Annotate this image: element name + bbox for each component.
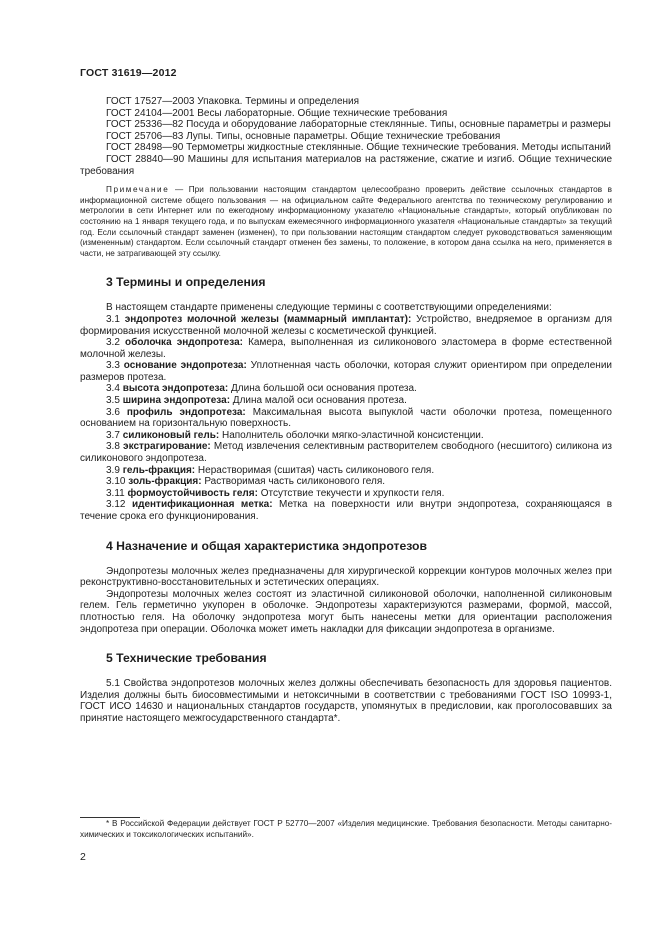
note-label: Примечание (106, 185, 170, 195)
note-text: — При пользовании настоящим стандартом целесообразно проверить действие ссылочных стандартов в информационной системе общего пользования — на официальном сайте Федерального агентства по техническому регулированию и метрологии в сети Интернет или по ежегодному информационному указателю «Национальные стандарты», который опубликован по состоянию на 1 января текущего года, и по выпускам ежемесячного информационного указателя «Национальные стандарты» за текущий год. Если ссылочный стандарт заменен (изменен), то при пользовании настоящим стандартом следует руководствоваться заменяющим (измененным) стандартом. Если ссылочный стандарт отменен без замены, то положение, в котором дана ссылка на него, применяется в части, не затрагивающей эту ссылку. (80, 185, 612, 258)
term-item (80, 360, 612, 383)
term-name: высота эндопротеза: (122, 383, 229, 395)
section-3-body (80, 302, 612, 522)
document-header: ГОСТ 31619—2012 (80, 67, 177, 79)
term-item (80, 441, 612, 464)
term-definition: Наполнитель оболочки мягко-эластичной консистенции. (219, 429, 484, 441)
section-5-title: 5 Технические требования (106, 651, 267, 666)
term-name: основание эндопротеза: (123, 360, 247, 372)
term-number: 3.7 (106, 429, 123, 441)
term-item (80, 476, 612, 488)
paragraph: Эндопротезы молочных желез состоят из эластичной силиконовой оболочки, наполненной силиконовым гелем. Гель герметично укупорен в оболочке. Эндопротезы характеризуются размерами, формой, массой, плотностью геля. На оболочку эндопротеза могут быть нанесены метки для ориентации расположения эндопротеза при операции. Оболочка может иметь накладки для фиксации эндопротеза в организме. (80, 588, 612, 635)
term-definition: Камера, выполненная из силиконового эластомера в форме естественной молочной железы. (80, 337, 612, 360)
term-definition: Устройство, внедряемое в организм для формирования искусственной молочной железы с косметической функцией. (80, 313, 612, 337)
term-definition: Метод извлечения селективным растворителем свободного (несшитого) силикона из силиконового эндопротеза. (80, 441, 612, 465)
reference-item: ГОСТ 25336—82 Посуда и оборудование лабораторные стеклянные. Типы, основные параметры и размеры (106, 119, 611, 131)
term-item (80, 499, 612, 522)
term-item (80, 383, 612, 395)
term-item (80, 314, 612, 337)
term-name: профиль эндопротеза: (126, 406, 246, 418)
term-definition: Длина малой оси основания протеза. (230, 395, 407, 407)
term-number: 3.10 (106, 476, 129, 488)
term-number: 3.5 (106, 395, 123, 407)
term-number: 3.4 (106, 383, 123, 395)
normative-references (80, 96, 612, 177)
term-definition: Уплотненная часть оболочки, которая служит ориентиром при определении размеров протеза. (80, 360, 612, 383)
footnote: * В Российской Федерации действует ГОСТ Р 52770—2007 «Изделия медицинские. Требования безопасности. Методы санитарно-химических и токсикологических испытаний». (80, 819, 612, 839)
term-definition: Метка на поверхности или внутри эндопротеза, сохраняющаяся в течение срока его функционирования. (80, 499, 613, 522)
reference-item: ГОСТ 24104—2001 Весы лабораторные. Общие технические требования (106, 107, 448, 119)
term-definition: Длина большой оси основания протеза. (228, 383, 417, 395)
reference-item: ГОСТ 28498—90 Термометры жидкостные стеклянные. Общие технические требования. Методы испытаний (106, 142, 611, 154)
section-3-title: 3 Термины и определения (106, 275, 266, 290)
term-name: гель-фракция: (122, 464, 196, 476)
term-number: 3.6 (106, 406, 127, 418)
reference-item: ГОСТ 28840—90 Машины для испытания материалов на растяжение, сжатие и изгиб. Общие технические требования (80, 153, 612, 177)
footnote-separator (80, 817, 140, 818)
term-definition: Максимальная высота выпуклой части оболочки протеза, помещенного основанием на горизонтальную поверхность. (80, 406, 612, 430)
term-name: золь-фракция: (128, 476, 202, 488)
term-item (80, 395, 612, 407)
term-number: 3.11 (106, 487, 128, 499)
term-item (80, 407, 612, 430)
paragraph: Эндопротезы молочных желез предназначены для хирургической коррекции контуров молочных желез при реконструктивно-восстановительных и эстетических операциях. (80, 565, 612, 589)
reference-item: ГОСТ 25706—83 Лупы. Типы, основные параметры. Общие технические требования (106, 130, 501, 142)
term-item (80, 488, 612, 500)
term-item (80, 337, 612, 360)
term-item (80, 465, 612, 477)
section-3-intro: В настоящем стандарте применены следующие термины с соответствующими определениями: (106, 302, 552, 314)
term-name: силиконовый гель: (122, 429, 220, 441)
section-5-body (80, 678, 612, 724)
term-number: 3.3 (106, 360, 124, 372)
term-name: формоустойчивость геля: (127, 487, 258, 499)
document-body (80, 96, 612, 725)
section-4-body (80, 566, 612, 636)
term-name: ширина эндопротеза: (122, 395, 231, 407)
term-name: оболочка эндопротеза: (125, 337, 243, 349)
term-number: 3.2 (106, 337, 126, 349)
reference-note (80, 185, 612, 259)
reference-item: ГОСТ 17527—2003 Упаковка. Термины и определения (106, 96, 360, 107)
term-definition: Отсутствие текучести и хрупкости геля. (257, 487, 445, 499)
term-name: эндопротез молочной железы (маммарный имплантат): (124, 313, 412, 325)
section-4-title: 4 Назначение и общая характеристика эндопротезов (106, 538, 427, 553)
term-definition: Растворимая часть силиконового геля. (201, 476, 386, 488)
term-item (80, 430, 612, 442)
paragraph: 5.1 Свойства эндопротезов молочных желез должны обеспечивать безопасность для здоровья пациентов. Изделия должны быть биосовместимыми и нетоксичными в соответствии с требованиями ГОСТ ISO 10993-1, ГОСТ ИСО 14630 и национальных стандартов государств, упомянутых в предисловии, как проголосовавших за принятие настоящего межгосударственного стандарта*. (80, 678, 612, 724)
term-number: 3.12 (106, 499, 132, 511)
term-name: экстрагирование: (123, 441, 211, 453)
term-number: 3.1 (106, 313, 125, 325)
term-definition: Нерастворимая (сшитая) часть силиконового геля. (195, 464, 435, 476)
term-number: 3.9 (106, 464, 123, 476)
page-number: 2 (80, 851, 86, 863)
term-number: 3.8 (106, 441, 124, 453)
term-name: идентификационная метка: (131, 499, 273, 511)
